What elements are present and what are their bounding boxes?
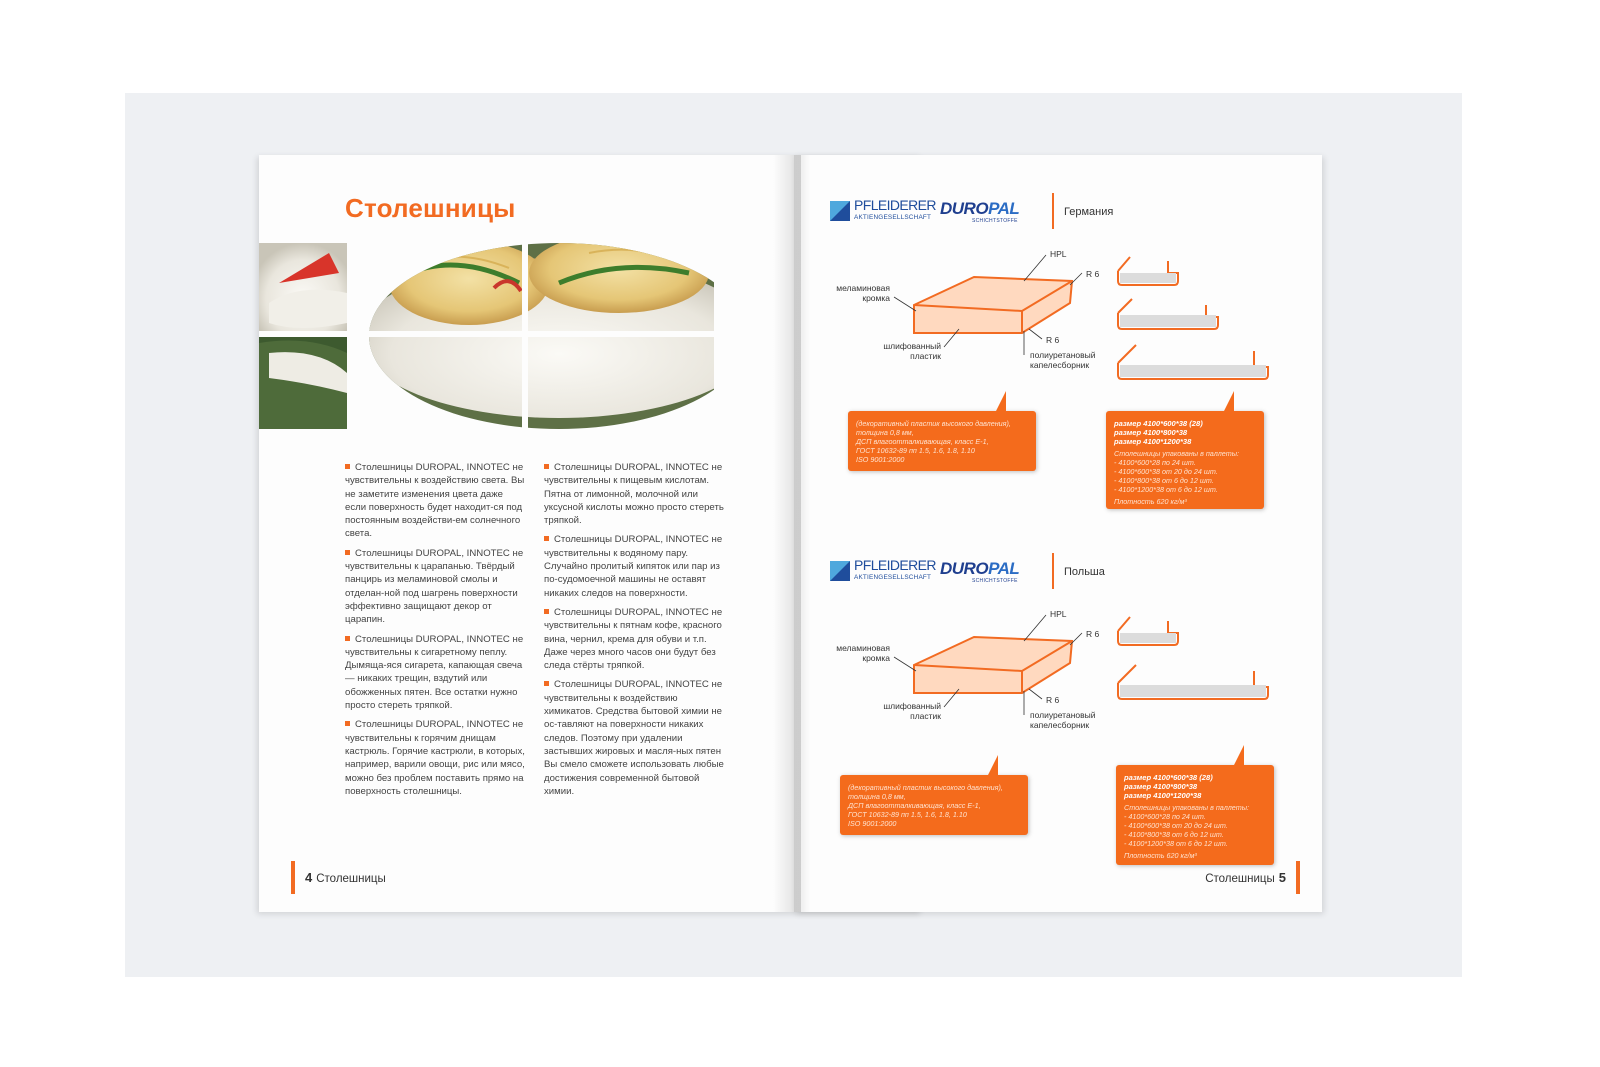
page-number: 5 xyxy=(1278,870,1286,885)
paragraph: Столешницы DUROPAL, INNOTEC не чувствительны к пятнам кофе, красного вина, чернил, крема для обуви и т.п. Даже через много часов они будут без следа стёрты тряпкой. xyxy=(544,606,723,672)
label-r6-top: R 6 xyxy=(1086,629,1100,639)
label-sanded: шлифованный xyxy=(883,341,941,351)
label-drip: полиуретановый xyxy=(1030,710,1096,720)
divider xyxy=(1052,193,1054,229)
spec-callout: (декоративный пластик высокого давления), толщина 0,8 мм, ДСП влагоотталкивающая, класс Е-1, ГОСТ 10632-89 пп 1.5, 1.6, 1.8, 1.10 ISO 9001:2000 xyxy=(848,411,1036,471)
label-sanded-2: пластик xyxy=(910,711,941,721)
profile-38-wide xyxy=(1118,345,1268,379)
logo-row xyxy=(830,553,1130,593)
profile-28 xyxy=(1118,257,1178,285)
page-gutter-shadow xyxy=(794,155,810,912)
paragraph: Столешницы DUROPAL, INNOTEC не чувствительны к царапанью. Твёрдый панцирь из меламиновой смолы и отделан-ной под шагрень поверхности эффективно защищают декор от царапин. xyxy=(345,547,524,626)
paragraph: Столешницы DUROPAL, INNOTEC не чувствительны к пищевым кислотам. Пятна от лимонной, молочной или уксусной кислоты можно просто стереть тряпкой. xyxy=(544,462,724,527)
label-sanded: шлифованный xyxy=(883,701,941,711)
profile-shapes xyxy=(1114,611,1294,751)
paragraph: Столешницы DUROPAL, INNOTEC не чувствительны к водяному пару. Случайно пролитый кипяток или пар из по-судомоечной машины не оставят никаких следов на поверхности. xyxy=(544,534,723,599)
bullet-icon xyxy=(544,464,549,469)
paragraph: Столешницы DUROPAL, INNOTEC не чувствительны к воздействию химикатов. Средства бытовой химии не ос-тавляют на поверхности никаких следов. Поэтому при удалении застывших жировых и масля-ных пятен Вы смело сможете использовать любые достижения современной бытовой химии. xyxy=(544,679,724,797)
paragraph: Столешницы DUROPAL, INNOTEC не чувствительны к воздействию света. Вы не заметите изменения цвета даже если поверхность будет находит-ся под постоянным воздействи-ем солнечного света. xyxy=(345,462,525,540)
size-callout: размер 4100*600*38 (28) размер 4100*800*38 размер 4100*1200*38 Столешницы упакованы в паллеты: - 4100*600*28 по 24 шт. - 4100*600*38 от 20 до 24 шт. - 4100*800*38 от 6 до 12 шт. - 4100*1200*38 от 6 до 12 шт. Плотность 620 кг/м³ xyxy=(1116,765,1274,865)
duropal-logo-sub: SCHICHTSTOFFE xyxy=(972,218,1018,224)
paragraph: Столешницы DUROPAL, INNOTEC не чувствительны к горячим днищам кастрюль. Горячие кастрюли, в которых, например, варили овощи, рис или мясо, можно без проблем поставить прямо на поверхность столешницы. xyxy=(345,719,525,797)
label-drip-2: капелесборник xyxy=(1030,360,1090,370)
bullet-icon xyxy=(345,464,350,469)
size-callout: размер 4100*600*38 (28) размер 4100*800*38 размер 4100*1200*38 Столешницы упакованы в паллеты: - 4100*600*28 по 24 шт. - 4100*600*38 от 20 до 24 шт. - 4100*800*38 от 6 до 12 шт. - 4100*1200*38 от 6 до 12 шт. Плотность 620 кг/м³ xyxy=(1106,411,1264,509)
profile-shapes xyxy=(1114,251,1294,391)
page-footer-left xyxy=(291,861,386,894)
countertop-diagram xyxy=(824,605,1124,735)
bullet-icon xyxy=(544,536,549,541)
label-r6-top: R 6 xyxy=(1086,269,1100,279)
bullet-icon xyxy=(544,609,549,614)
right-page xyxy=(794,155,1322,912)
pfleiderer-logo-sub: AKTIENGESELLSCHAFT xyxy=(854,214,932,221)
label-r6-bottom: R 6 xyxy=(1046,695,1060,705)
pfleiderer-logo-sub: AKTIENGESELLSCHAFT xyxy=(854,574,932,581)
page-footer-right xyxy=(1205,861,1300,894)
pfleiderer-logo-text: PFLEIDERER xyxy=(854,557,936,573)
label-edge: меламиновая xyxy=(836,643,890,653)
pfleiderer-logo-icon xyxy=(830,201,850,221)
text-column-2 xyxy=(544,461,724,804)
label-drip: полиуретановый xyxy=(1030,350,1096,360)
bullet-icon xyxy=(345,636,350,641)
text-column-1 xyxy=(345,461,525,804)
section-poland xyxy=(794,553,1322,873)
label-r6-bottom: R 6 xyxy=(1046,335,1060,345)
country-label: Германия xyxy=(1064,206,1114,218)
label-edge: меламиновая xyxy=(836,283,890,293)
duropal-logo-sub: SCHICHTSTOFFE xyxy=(972,578,1018,584)
profile-28 xyxy=(1118,617,1178,645)
countertop-diagram xyxy=(824,245,1124,375)
page-number: 4 xyxy=(305,870,313,885)
label-drip-2: капелесборник xyxy=(1030,720,1090,730)
duropal-logo: DUROPAL xyxy=(940,199,1020,218)
label-sanded-2: пластик xyxy=(910,351,941,361)
pasta-photo xyxy=(259,243,714,429)
label-edge-2: кромка xyxy=(862,653,890,663)
section-germany xyxy=(794,193,1322,513)
logo-row xyxy=(830,193,1130,233)
pfleiderer-logo-text: PFLEIDERER xyxy=(854,197,936,213)
pfleiderer-logo-icon xyxy=(830,561,850,581)
duropal-logo: DUROPAL xyxy=(940,559,1020,578)
spec-callout: (декоративный пластик высокого давления), толщина 0,8 мм, ДСП влагоотталкивающая, класс Е-1, ГОСТ 10632-89 пп 1.5, 1.6, 1.8, 1.10 ISO 9001:2000 xyxy=(840,775,1028,835)
divider xyxy=(1052,553,1054,589)
label-hpl: HPL xyxy=(1050,609,1067,619)
profile-38 xyxy=(1118,299,1218,329)
brochure-backdrop xyxy=(125,93,1462,977)
bullet-icon xyxy=(345,721,350,726)
paragraph: Столешницы DUROPAL, INNOTEC не чувствительны к сигаретному пеплу. Дымяща-яся сигарета, капающая свеча — никаких трещин, вздутий или обожженных пятен. Все остатки нужно просто стереть тряпкой. xyxy=(345,633,524,712)
bullet-icon xyxy=(544,681,549,686)
profile-38-wide xyxy=(1118,665,1268,699)
bullet-icon xyxy=(345,550,350,555)
label-hpl: HPL xyxy=(1050,249,1067,259)
page-title: Столешницы xyxy=(345,193,516,223)
label-edge-2: кромка xyxy=(862,293,890,303)
country-label: Польша xyxy=(1064,566,1105,578)
footer-label: Столешницы xyxy=(316,873,386,885)
footer-label: Столешницы xyxy=(1205,873,1275,885)
